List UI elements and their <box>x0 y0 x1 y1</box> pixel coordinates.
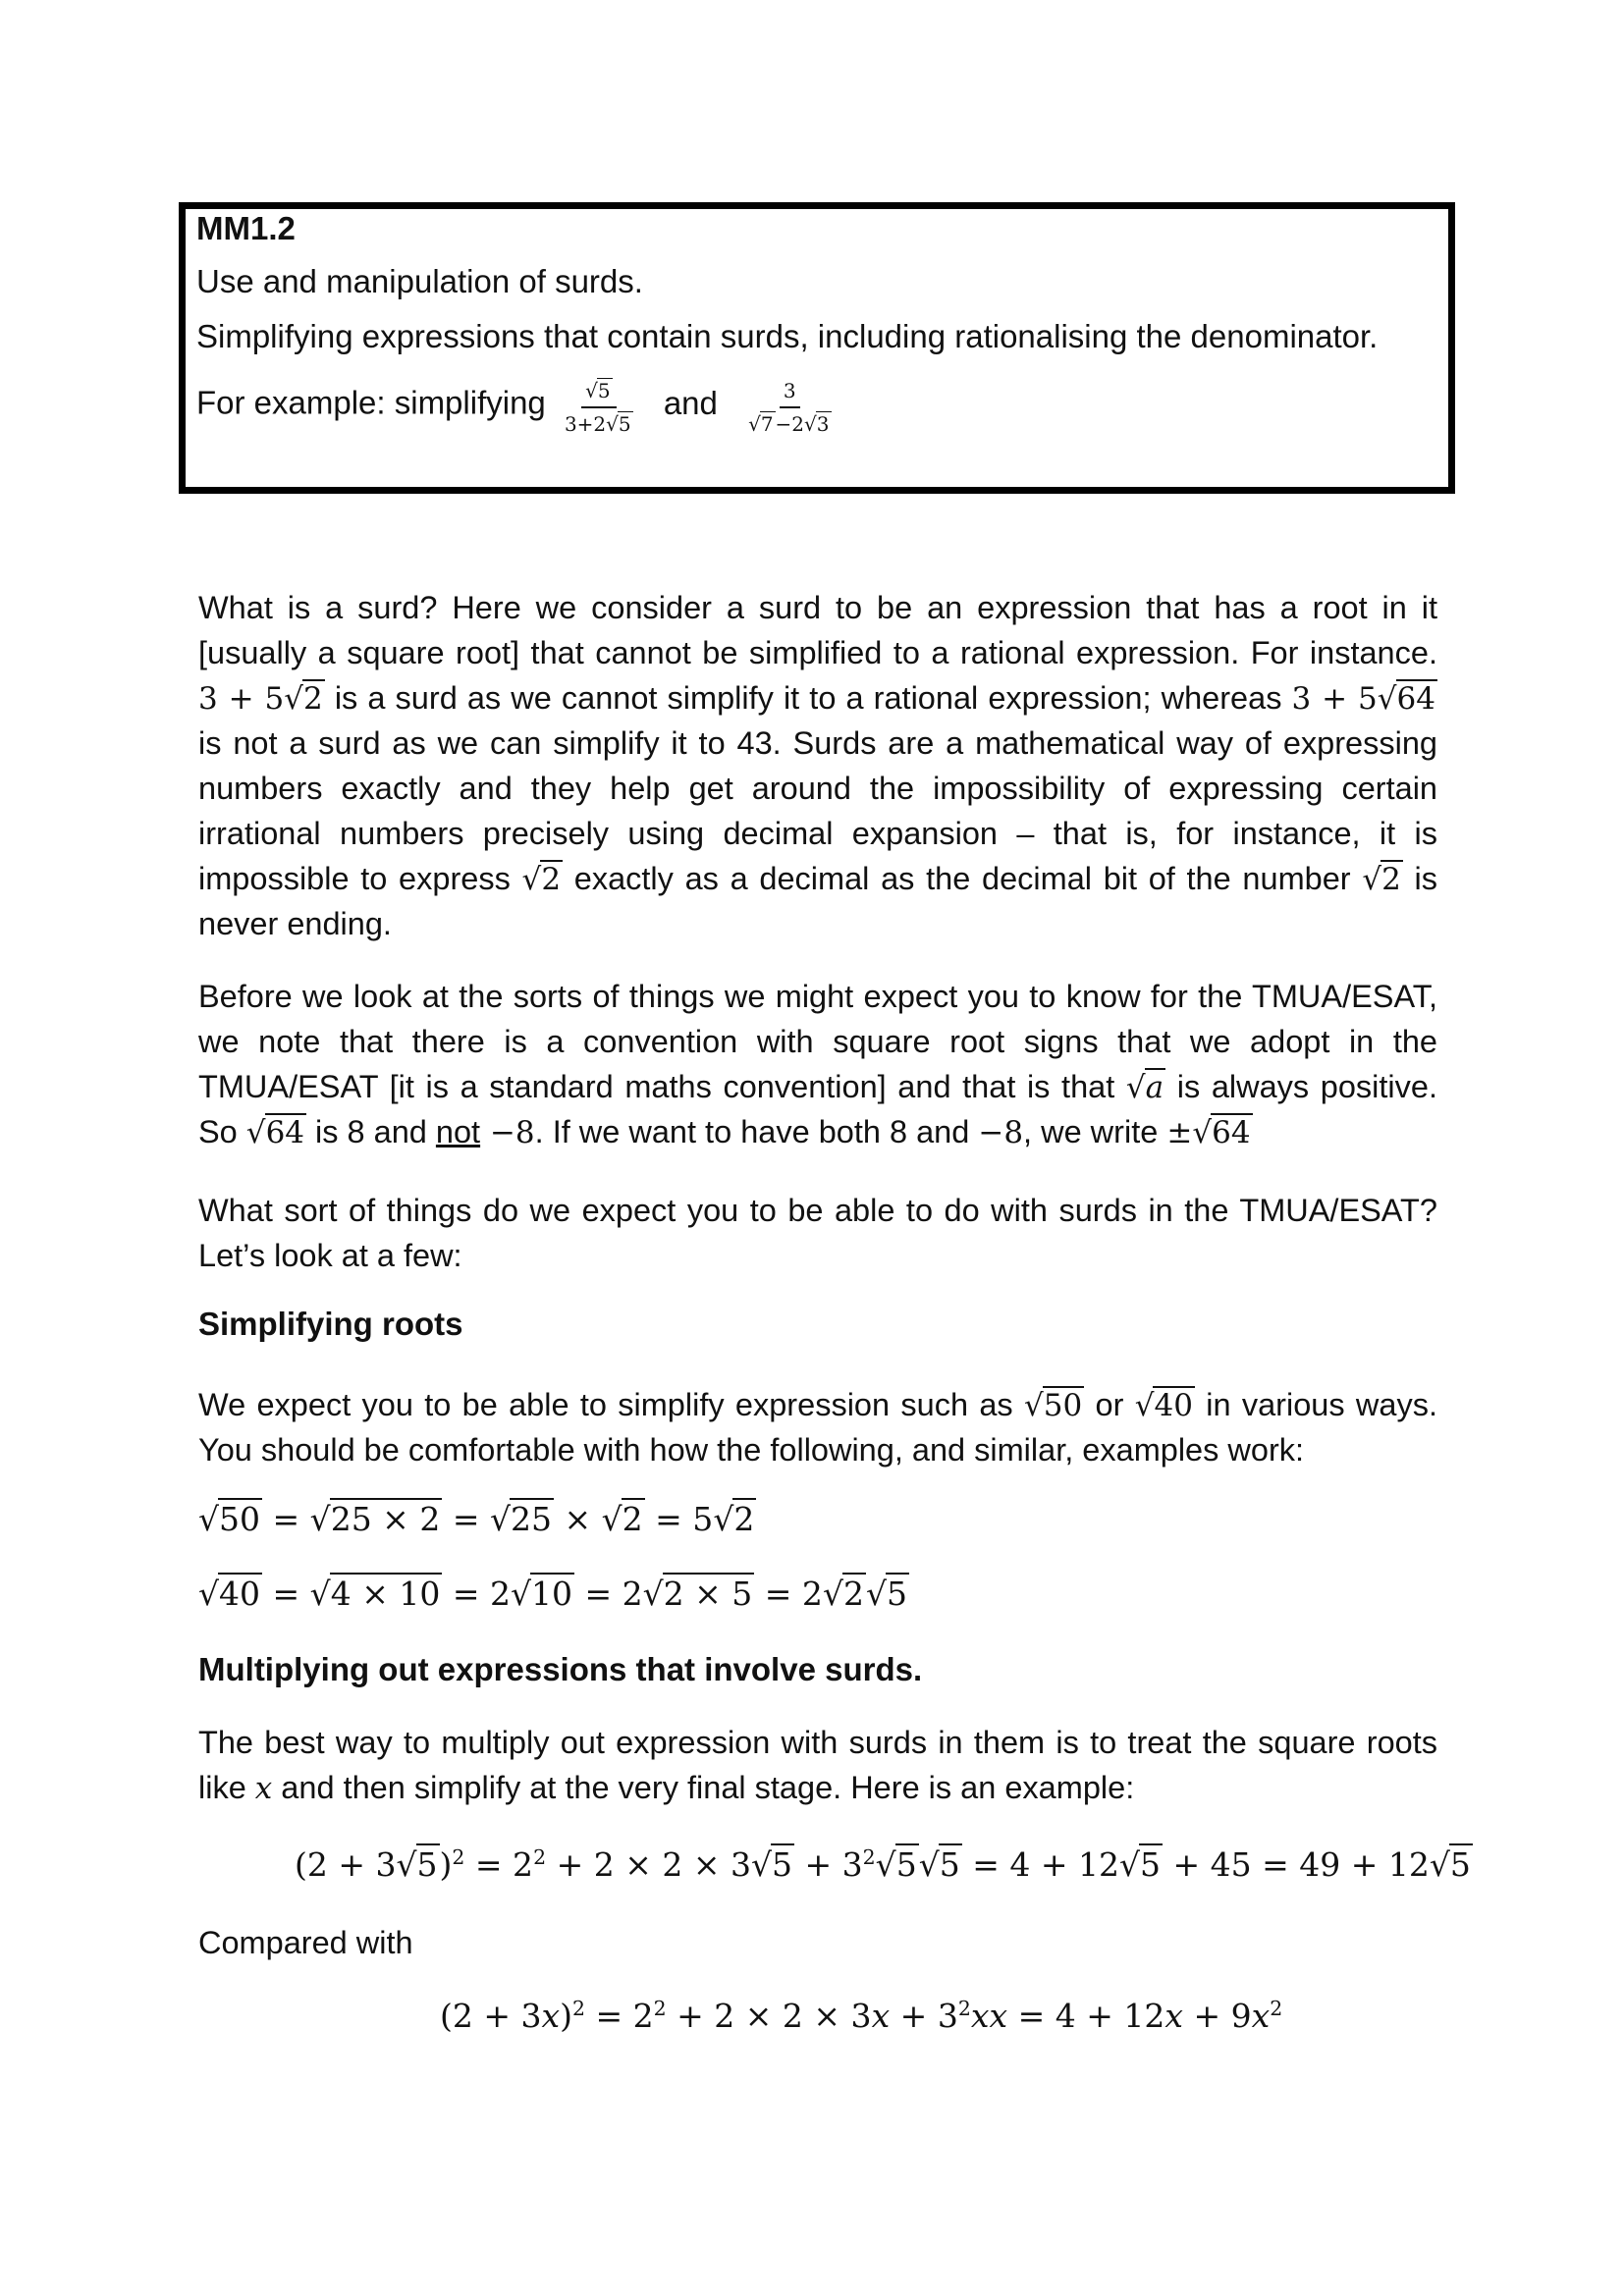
spec-example-prefix: For example: simplifying <box>196 384 546 421</box>
paragraph-simplify-expectation: We expect you to be able to simplify expression such as √50 or √40 in various ways. You should be comfortable with how the following, and similar, examples work: <box>198 1387 1437 1468</box>
equation-expand-x: $(2 + 3x)^2 = 2^2 + 2 \times 2 \times 3x + 3^2xx = 4 + 12x + 9x^2$ <box>440 1997 1283 2035</box>
spec-line-1: Use and manipulation of surds. <box>196 263 643 299</box>
equation-root-40: √40 = √4 × 10 = 2√10 = 2√2 × 5 = 2√2√5 <box>198 1575 907 1613</box>
paragraph-what-sort: What sort of things do we expect you to be able to do with surds in the TMUA/ESAT? Let’s look at a few: <box>198 1193 1437 1273</box>
paragraph-what-is-a-surd: What is a surd? Here we consider a surd to be an expression that has a root in it [usually a square root] that cannot be simplified to a rational expression. For instance. 3 + 5√2 is a surd as we cannot simplify it to a rational expression; whereas 3 + 5√64 is not a surd as we can simplify it to 43. Surds are a mathematical way of expressing numbers exactly and they help get around the impossibility of expressing certain irrational numbers precisely using decimal expansion – that is, for instance, it is impossible to express √2 exactly as a decimal as the decimal bit of the number √2 is never ending. <box>198 590 1437 941</box>
heading-simplifying-roots: Simplifying roots <box>198 1306 463 1342</box>
spec-code: MM1.2 <box>196 210 296 246</box>
example-fraction-2: $\frac{3}{√7 -2√3}$ <box>748 379 830 436</box>
spec-line-2: Simplifying expressions that contain surds, including rationalising the denominator. <box>196 318 1379 354</box>
example-fraction-1: $\frac{√5}{3+2√5}$ <box>564 379 631 436</box>
equation-root-50: √50 = √25 × 2 = √25 × √2 = 5√2 <box>198 1500 755 1538</box>
spec-and: and <box>663 384 718 421</box>
equation-expand-surd: $(2 + 3√5)^2 = 2^2 + 2 \times 2 \times 3√5 + 3^2√5√5 = 4 + 12√5 + 45 = 49 + 12√5$ <box>295 1845 1471 1884</box>
paragraph-multiply-method: The best way to multiply out expression with surds in them is to treat the square roots like x and then simplify at the very final stage. Here is an example: <box>198 1725 1437 1806</box>
compared-with: Compared with <box>198 1925 413 1960</box>
heading-multiplying-out: Multiplying out expressions that involve surds. <box>198 1651 923 1687</box>
paragraph-convention: Before we look at the sorts of things we might expect you to know for the TMUA/ESAT, we note that there is a convention with square root signs that we adopt in the TMUA/ESAT [it is a standard maths convention] and that is that √a is always positive. So √64 is 8 and not −8. If we want to have both 8 and −8, we write ±√64 <box>198 979 1437 1150</box>
spec-example <box>196 377 841 434</box>
